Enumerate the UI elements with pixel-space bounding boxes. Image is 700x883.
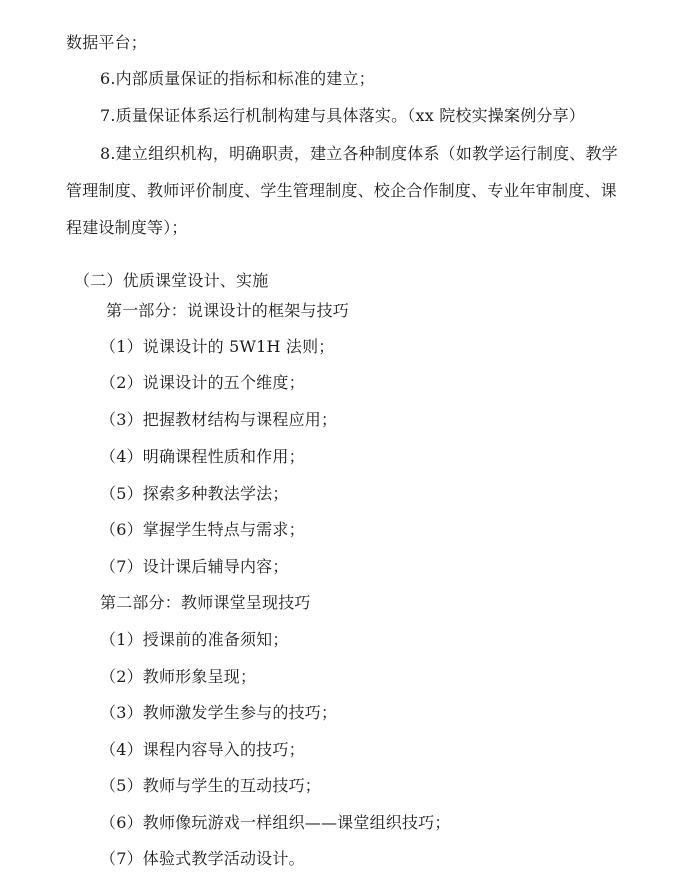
part1-item-7: （7）设计课后辅导内容；	[100, 557, 289, 576]
text-line-3: 7.质量保证体系运行机制构建与具体落实。（xx 院校实操案例分享）	[100, 106, 585, 125]
part2-item-4: （4）课程内容导入的技巧；	[100, 740, 305, 759]
section-heading: （二）优质课堂设计、实施	[74, 271, 269, 290]
text-line-2: 6.内部质量保证的指标和标准的建立；	[100, 69, 375, 88]
part1-item-4: （4）明确课程性质和作用；	[100, 447, 305, 466]
part1-title: 第一部分：说课设计的框架与技巧	[106, 301, 350, 320]
part1-item-6: （6）掌握学生特点与需求；	[100, 520, 305, 539]
part1-item-1: （1）说课设计的 5W1H 法则；	[100, 337, 335, 356]
part2-item-1: （1）授课前的准备须知；	[100, 630, 289, 649]
part1-item-3: （3）把握教材结构与课程应用；	[100, 410, 338, 429]
part2-item-5: （5）教师与学生的互动技巧；	[100, 776, 321, 795]
part1-item-5: （5）探索多种教法学法；	[100, 484, 289, 503]
part2-item-7: （7）体验式教学活动设计。	[100, 849, 305, 868]
text-line-1: 数据平台；	[66, 33, 148, 52]
part2-item-2: （2）教师形象呈现；	[100, 667, 257, 686]
part1-item-2: （2）说课设计的五个维度；	[100, 373, 305, 392]
text-line-6: 程建设制度等）；	[66, 218, 188, 237]
text-line-4: 8.建立组织机构，明确职责，建立各种制度体系（如教学运行制度、教学	[100, 144, 618, 163]
part2-title: 第二部分：教师课堂呈现技巧	[100, 593, 311, 612]
part2-item-3: （3）教师激发学生参与的技巧；	[100, 703, 338, 722]
part2-item-6: （6）教师像玩游戏一样组织——课堂组织技巧；	[100, 813, 451, 832]
text-line-5: 管理制度、教师评价制度、学生管理制度、校企合作制度、专业年审制度、课	[66, 181, 617, 200]
